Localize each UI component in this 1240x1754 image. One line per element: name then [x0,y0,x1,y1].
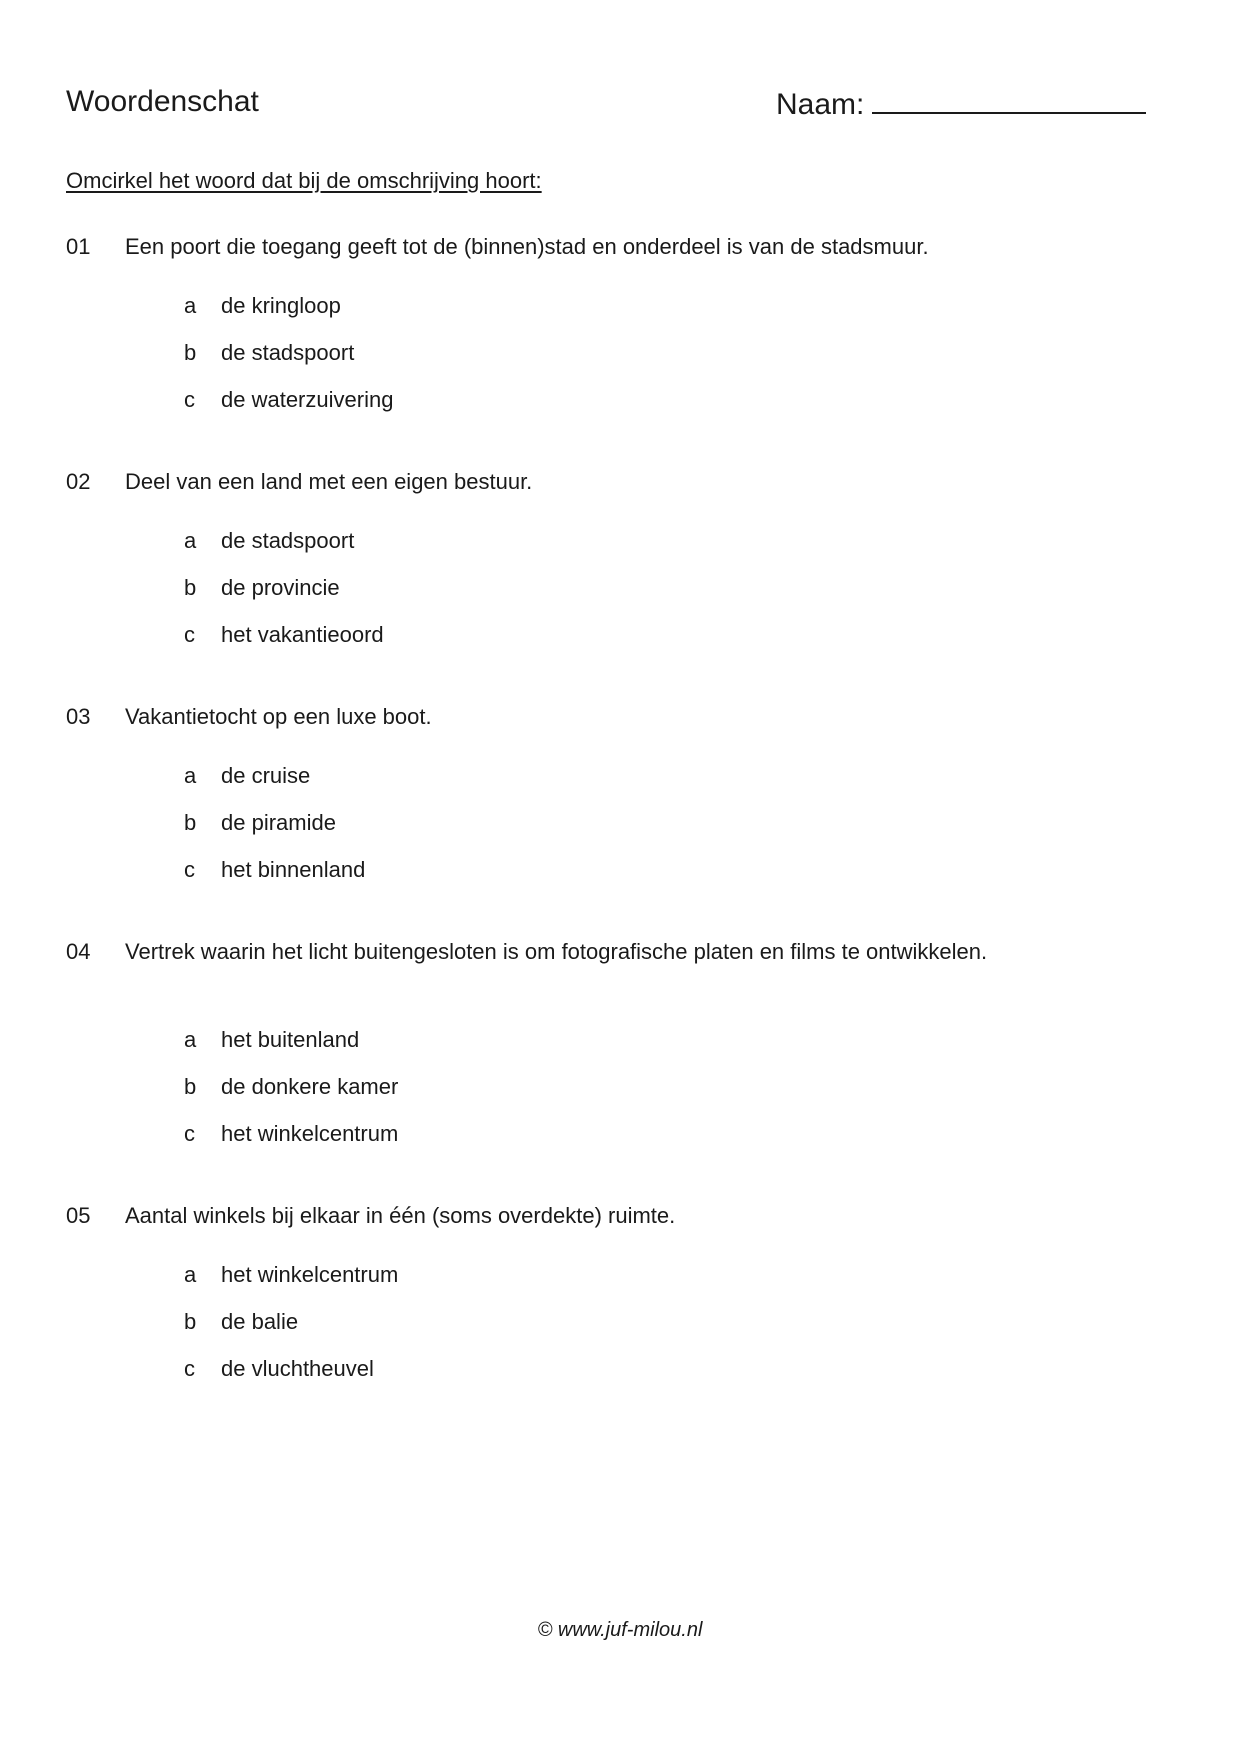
option-letter: c [184,857,195,882]
option-text[interactable]: het buitenland [221,1027,360,1052]
option-text[interactable]: de vluchtheuvel [221,1356,374,1381]
name-blank-line[interactable] [872,84,1146,114]
option-letter: c [184,622,195,647]
option-04-c[interactable] [0,1120,1240,1148]
option-02-b[interactable] [0,574,1240,602]
option-05-a[interactable] [0,1261,1240,1289]
question-text: Vakantietocht op een luxe boot. [125,704,432,729]
question-number: 02 [66,469,91,494]
option-text[interactable]: het winkelcentrum [221,1262,399,1287]
name-label: Naam: [776,88,865,121]
option-letter: a [184,763,197,788]
option-03-a[interactable] [0,762,1240,790]
option-01-a[interactable] [0,292,1240,320]
option-letter: a [184,293,197,318]
instruction-text: Omcirkel het woord dat bij de omschrijving hoort: [66,168,542,193]
question-number: 05 [66,1203,91,1228]
question-text: Vertrek waarin het licht buitengesloten is om fotografische platen en films te ontwikkelen. [125,939,988,964]
option-text[interactable]: de donkere kamer [221,1074,399,1099]
option-02-c[interactable] [0,621,1240,649]
option-02-a[interactable] [0,527,1240,555]
question-number: 04 [66,939,91,964]
option-text[interactable]: de provincie [221,575,340,600]
option-03-c[interactable] [0,856,1240,884]
question-text: Aantal winkels bij elkaar in één (soms overdekte) ruimte. [125,1203,676,1228]
option-letter: a [184,528,197,553]
option-05-b[interactable] [0,1308,1240,1336]
option-letter: b [184,810,197,835]
question-text: Deel van een land met een eigen bestuur. [125,469,533,494]
option-text[interactable]: het winkelcentrum [221,1121,399,1146]
page-title: Woordenschat [66,85,259,118]
option-letter: c [184,1356,195,1381]
option-letter: c [184,387,195,412]
option-letter: b [184,575,197,600]
question-number: 01 [66,234,91,259]
footer-copyright: © www.juf-milou.nl [537,1619,703,1641]
option-text[interactable]: de kringloop [221,293,341,318]
option-04-b[interactable] [0,1073,1240,1101]
option-05-c[interactable] [0,1355,1240,1383]
option-letter: c [184,1121,195,1146]
option-03-b[interactable] [0,809,1240,837]
option-04-a[interactable] [0,1026,1240,1054]
question-number: 03 [66,704,91,729]
option-letter: a [184,1027,197,1052]
option-01-c[interactable] [0,386,1240,414]
option-text[interactable]: de cruise [221,763,311,788]
name-field [776,84,1146,123]
question-text: Een poort die toegang geeft tot de (binnen)stad en onderdeel is van de stadsmuur. [125,234,929,259]
option-letter: b [184,1309,197,1334]
option-text[interactable]: het vakantieoord [221,622,384,647]
option-01-b[interactable] [0,339,1240,367]
option-letter: a [184,1262,197,1287]
option-text[interactable]: de balie [221,1309,299,1334]
option-letter: b [184,340,197,365]
option-text[interactable]: de stadspoort [221,528,355,553]
option-text[interactable]: de piramide [221,810,336,835]
option-text[interactable]: het binnenland [221,857,366,882]
option-letter: b [184,1074,197,1099]
option-text[interactable]: de waterzuivering [221,387,394,412]
option-text[interactable]: de stadspoort [221,340,355,365]
